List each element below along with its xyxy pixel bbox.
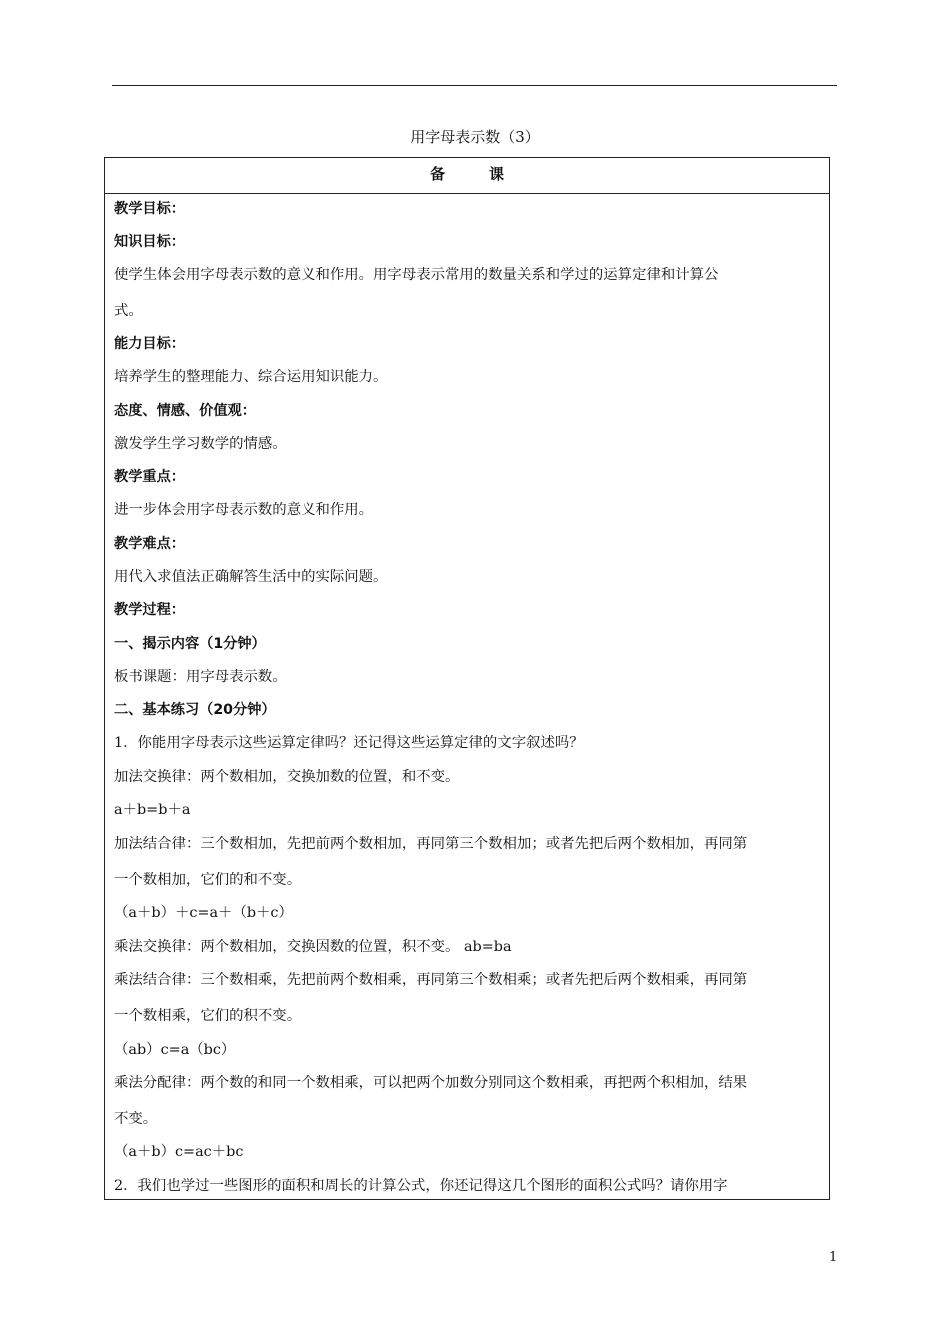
text-line: 进一步体会用字母表示数的意义和作用。 (114, 502, 374, 518)
formula-line: （a＋b）＋c=a＋（b＋c） (114, 905, 293, 921)
text-line: 2．我们也学过一些图形的面积和周长的计算公式，你还记得这几个图形的面积公式吗？请你用字 (114, 1178, 728, 1194)
lesson-table (104, 157, 830, 1200)
text-line: 激发学生学习数学的情感。 (114, 436, 287, 452)
page-number: 1 (829, 1250, 838, 1265)
formula-line: （a＋b）c=ac＋bc (114, 1144, 244, 1160)
text-line: 加法结合律：三个数相加，先把前两个数相加，再同第三个数相加；或者先把后两个数相加，再同第 (114, 836, 748, 852)
heading-difficulties: 教学难点： (114, 536, 185, 552)
text-line: 板书课题：用字母表示数。 (114, 669, 287, 685)
table-header-char-1: 备 (429, 165, 445, 183)
document-title: 用字母表示数（3） (410, 128, 540, 146)
text-line: 不变。 (114, 1111, 158, 1127)
heading-attitude-values: 态度、情感、价值观： (114, 403, 256, 419)
text-line: 用代入求值法正确解答生活中的实际问题。 (114, 569, 388, 585)
heading-knowledge-goals: 知识目标： (114, 234, 185, 250)
heading-section-2: 二、基本练习（20分钟） (114, 702, 276, 718)
heading-section-1: 一、揭示内容（1分钟） (114, 636, 266, 652)
text-line: 加法交换律：两个数相加，交换加数的位置，和不变。 (114, 769, 460, 785)
text-line: 乘法交换律：两个数相加，交换因数的位置，积不变。 ab=ba (114, 939, 512, 955)
text-line: 1．你能用字母表示这些运算定律吗？还记得这些运算定律的文字叙述吗？ (114, 735, 584, 751)
table-header-char-2: 课 (489, 165, 505, 183)
heading-ability-goals: 能力目标： (114, 336, 185, 352)
text-line: 使学生体会用字母表示数的意义和作用。用字母表示常用的数量关系和学过的运算定律和计算公 (114, 267, 719, 283)
table-header (105, 158, 829, 194)
text-line: 乘法分配律：两个数的和同一个数相乘，可以把两个加数分别同这个数相乘，再把两个积相加，结果 (114, 1075, 748, 1091)
heading-teaching-process: 教学过程： (114, 602, 185, 618)
text-line: 乘法结合律：三个数相乘，先把前两个数相乘，再同第三个数相乘；或者先把后两个数相乘，再同第 (114, 972, 748, 988)
text-line: 式。 (114, 303, 143, 319)
formula-line: （ab）c=a（bc） (114, 1042, 236, 1058)
heading-key-points: 教学重点： (114, 469, 185, 485)
formula-line: a＋b=b＋a (114, 802, 191, 818)
text-line: 培养学生的整理能力、综合运用知识能力。 (114, 369, 388, 385)
header-rule (112, 85, 837, 86)
text-line: 一个数相加，它们的和不变。 (114, 872, 302, 888)
text-line: 一个数相乘，它们的积不变。 (114, 1008, 302, 1024)
heading-teaching-goals: 教学目标： (114, 201, 185, 217)
